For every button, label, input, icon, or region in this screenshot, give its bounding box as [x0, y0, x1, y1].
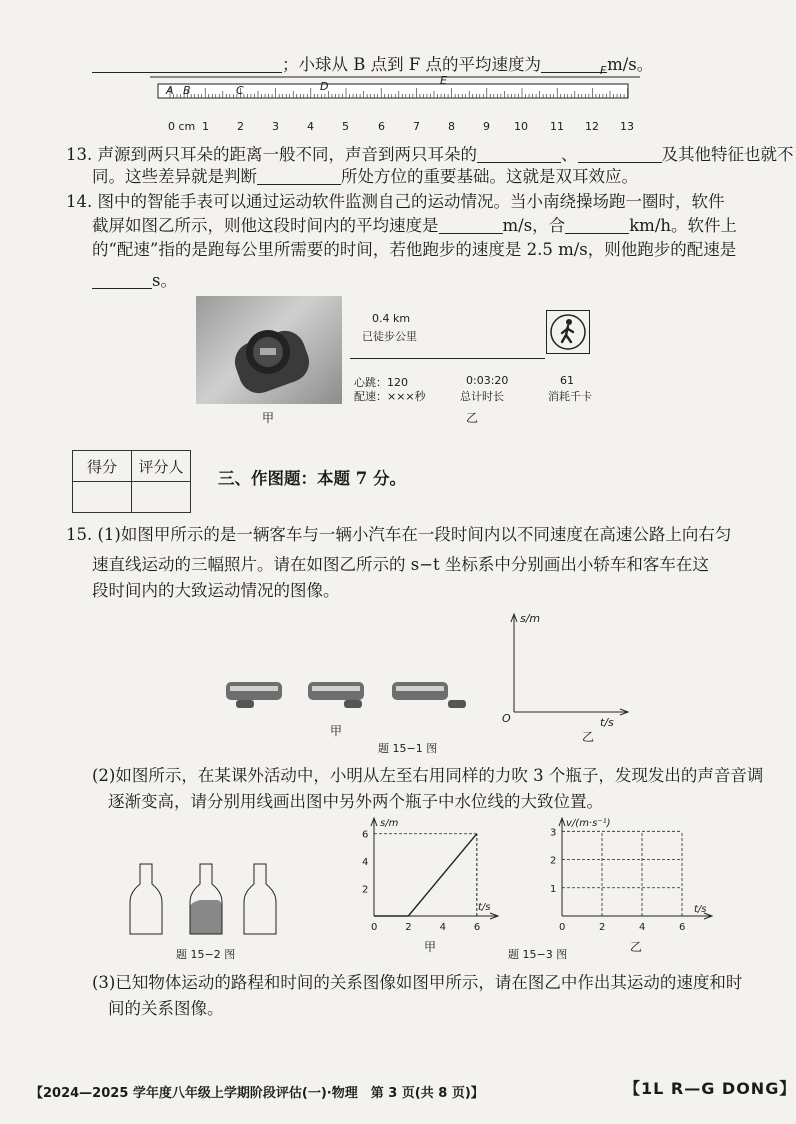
grader-header: 评分人 — [132, 451, 191, 482]
ruler-tick-11: 11 — [550, 120, 564, 133]
duration-label: 总计时长 — [460, 390, 504, 403]
st-xtick-4: 4 — [439, 922, 446, 933]
answer-blank[interactable] — [257, 166, 341, 185]
score-cell[interactable] — [73, 482, 132, 513]
fig-app-label: 乙 — [466, 411, 479, 425]
vt-chart-xlabel: t/s — [694, 904, 707, 915]
ruler-label-B: B — [183, 84, 191, 97]
q13-text-a: 13. 声源到两只耳朵的距离一般不同，声音到两只耳朵的 — [66, 145, 477, 164]
st-axes — [496, 608, 636, 728]
bus-and-car-frame-2 — [308, 682, 364, 708]
ruler-tick-13: 13 — [620, 120, 634, 133]
chart-vt — [540, 812, 720, 936]
vt-ytick-1: 1 — [550, 883, 557, 895]
divider — [350, 358, 545, 359]
q12-text: ；小球从 B 点到 F 点的平均速度为 — [282, 55, 542, 74]
ruler-tick-10: 10 — [514, 120, 528, 133]
ruler-tick-9: 9 — [483, 120, 490, 133]
q14-text-c: km/h。软件上 — [629, 216, 738, 235]
ruler-tick-3: 3 — [272, 120, 279, 133]
ruler-tick-7: 7 — [413, 120, 420, 133]
st-ytick-6: 6 — [362, 829, 369, 841]
caption-15-2: 题 15−2 图 — [176, 948, 236, 961]
st-axis-x: t/s — [600, 716, 614, 729]
ruler-label-A: A — [166, 84, 174, 97]
ruler-tick-5: 5 — [342, 120, 349, 133]
answer-blank[interactable] — [92, 54, 282, 73]
st-xtick-2: 2 — [405, 922, 412, 933]
answer-blank[interactable] — [477, 144, 561, 163]
q15-2-line1: (2)如图所示，在某课外活动中，小明从左至右用同样的力吹 3 个瓶子，发现发出的声音音调 — [92, 766, 764, 785]
st-chart-ylabel: s/m — [380, 818, 399, 829]
answer-blank[interactable] — [92, 270, 152, 289]
bottle-right — [244, 864, 276, 934]
duration-value: 0:03:20 — [466, 374, 509, 387]
st-ytick-4: 4 — [362, 857, 369, 869]
ruler-tick-1: 1 — [202, 120, 209, 133]
q15-1-line2: 速直线运动的三幅照片。请在如图乙所示的 s−t 坐标系中分别画出小轿车和客车在这 — [92, 555, 709, 574]
fig-watch-label: 甲 — [262, 411, 275, 425]
ruler-label-D: D — [320, 80, 329, 93]
q14-line4 — [92, 268, 177, 294]
vt-ytick-3: 3 — [550, 827, 557, 839]
q13-text-d: 同。这些差异就是判断 — [92, 167, 257, 186]
answer-blank[interactable] — [439, 215, 503, 234]
pace: 配速：×××秒 — [354, 390, 426, 403]
st-axis-y: s/m — [520, 612, 541, 625]
answer-blank[interactable] — [565, 215, 629, 234]
distance-value: 0.4 km — [372, 312, 411, 325]
q15-1-line3: 段时间内的大致运动情况的图像。 — [92, 581, 340, 600]
q14-text-b: m/s，合 — [502, 216, 566, 235]
q15-3-line2: 间的关系图像。 — [108, 999, 224, 1018]
ruler-tick-2: 2 — [237, 120, 244, 133]
walk-icon-box — [546, 310, 590, 354]
ruler-unit-label: 0 cm — [168, 120, 196, 133]
fig-jia-label: 甲 — [330, 724, 343, 738]
score-table — [72, 450, 191, 513]
q14-text-a: 截屏如图乙所示，则他这段时间内的平均速度是 — [92, 216, 439, 235]
ruler-label-E: E — [440, 74, 447, 87]
vt-chart-ylabel: v/(m·s⁻¹) — [566, 818, 611, 829]
bottle-middle — [190, 864, 222, 934]
q14-line3: 的“配速”指的是跑每公里所需要的时间，若他跑步的速度是 2.5 m/s，则他跑步的配速是 — [92, 240, 737, 259]
vehicle-photos — [226, 676, 476, 716]
q14-text-d: s。 — [152, 271, 177, 290]
distance-label: 已徒步公里 — [362, 330, 417, 343]
q14-line2 — [92, 213, 737, 239]
fig-15-3-jia: 甲 — [424, 940, 437, 954]
ruler-tick-6: 6 — [378, 120, 385, 133]
st-ytick-2: 2 — [362, 884, 369, 896]
vt-xtick-0: 0 — [559, 922, 566, 933]
chart-st — [354, 812, 504, 936]
q15-3-line1: (3)已知物体运动的路程和时间的关系图像如图甲所示，请在图乙中作出其运动的速度和时 — [92, 973, 743, 992]
q13-line2 — [92, 164, 638, 190]
q15-1-line1: 15. (1)如图甲所示的是一辆客车与一辆小汽车在一段时间内以不同速度在高速公路上向右匀 — [66, 525, 732, 544]
score-header: 得分 — [73, 451, 132, 482]
watch-icon — [196, 296, 342, 404]
section-heading: 三、作图题：本题 7 分。 — [218, 469, 406, 488]
q14-line1: 14. 图中的智能手表可以通过运动软件监测自己的运动情况。当小南绕操场跑一圈时，软件 — [66, 192, 725, 211]
ruler-tick-8: 8 — [448, 120, 455, 133]
vt-ytick-2: 2 — [550, 855, 557, 867]
watch-photo — [196, 296, 342, 404]
ruler-label-C: C — [236, 84, 244, 97]
q13-sep: 、 — [561, 145, 578, 164]
app-screen — [350, 300, 600, 404]
footer-right: 【1L R—G DONG】 — [624, 1079, 796, 1098]
caption-15-1: 题 15−1 图 — [378, 742, 438, 755]
answer-blank[interactable] — [578, 144, 662, 163]
heart-rate: 心跳：120 — [354, 376, 408, 389]
calories-label: 消耗千卡 — [548, 390, 592, 403]
q13-text-c: 及其他特征也就不 — [661, 145, 794, 164]
fig-15-3-yi: 乙 — [630, 940, 643, 954]
ruler-label-F: F — [600, 64, 607, 77]
st-xtick-6: 6 — [473, 922, 481, 933]
vt-xtick-6: 6 — [679, 922, 686, 933]
fig-yi-label: 乙 — [582, 730, 595, 744]
bus-and-car-frame-1 — [226, 682, 282, 708]
bottle-left — [130, 864, 162, 934]
bottles-figure — [126, 862, 286, 938]
q13-text-e: 所处方位的重要基础。这就是双耳效应。 — [341, 167, 638, 186]
q12-unit: m/s。 — [607, 55, 654, 74]
pedestrian-icon — [547, 311, 589, 353]
vt-xtick-4: 4 — [639, 922, 646, 933]
st-series-line — [374, 834, 477, 916]
grader-cell[interactable] — [132, 482, 191, 513]
footer-left: 【2024—2025 学年度八年级上学期阶段评估(一)·物理 第 3 页(共 8 页)】 — [30, 1086, 484, 1101]
vt-xtick-2: 2 — [599, 922, 606, 933]
ruler-tick-12: 12 — [585, 120, 599, 133]
st-chart-xlabel: t/s — [478, 902, 491, 913]
answer-blank[interactable] — [541, 54, 607, 73]
caption-15-3: 题 15−3 图 — [508, 948, 568, 961]
st-xtick-0: 0 — [371, 922, 378, 933]
calories-value: 61 — [560, 374, 574, 387]
st-origin: O — [502, 712, 511, 725]
ruler-tick-4: 4 — [307, 120, 314, 133]
bus-and-car-frame-3 — [392, 682, 466, 708]
q15-2-line2: 逐渐变高，请分别用线画出图中另外两个瓶子中水位线的大致位置。 — [108, 792, 603, 811]
